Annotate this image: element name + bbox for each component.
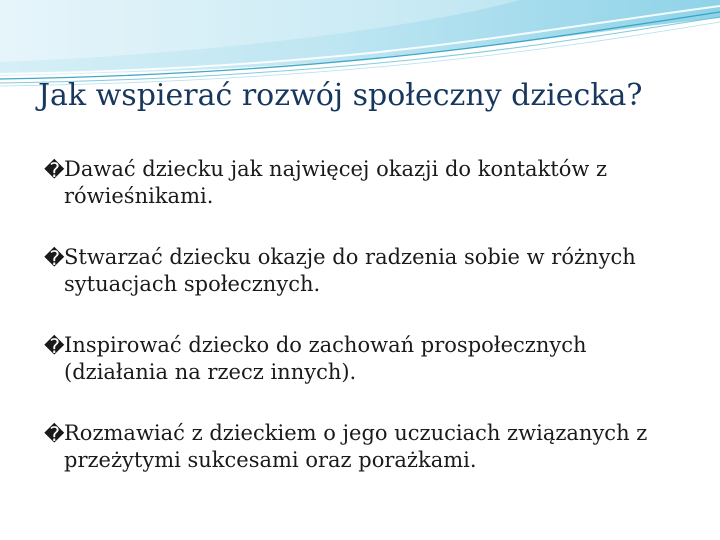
bullet-list	[44, 156, 684, 508]
bullet-text: Stwarzać dziecku okazje do radzenia sobie w różnych sytuacjach społecznych.	[64, 245, 636, 296]
bullet-text: Inspirować dziecko do zachowań prospołecznych (działania na rzecz innych).	[64, 333, 587, 384]
slide-title: Jak wspierać rozwój społeczny dziecka?	[38, 78, 643, 113]
replacement-glyph-icon: �	[44, 246, 65, 270]
replacement-glyph-icon: �	[44, 422, 65, 446]
bullet-text: Dawać dziecku jak najwięcej okazji do kontaktów z rówieśnikami.	[64, 157, 608, 208]
list-item	[44, 420, 684, 474]
replacement-glyph-icon: �	[44, 158, 65, 182]
list-item	[44, 244, 684, 298]
bullet-text: Rozmawiać z dzieckiem o jego uczuciach związanych z przeżytymi sukcesami oraz porażkami.	[64, 421, 648, 472]
list-item	[44, 332, 684, 386]
replacement-glyph-icon: �	[44, 334, 65, 358]
list-item	[44, 156, 684, 210]
